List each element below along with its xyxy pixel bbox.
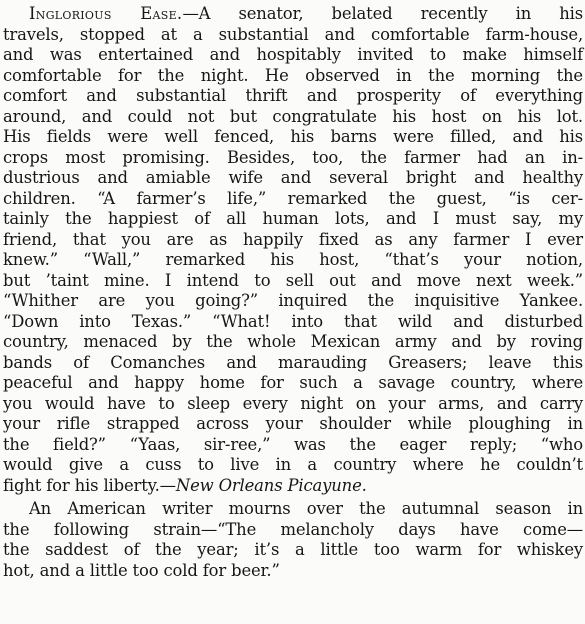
article-line: you would have to sleep every night on your arms, and carry (3, 393, 583, 413)
article-line: the saddest of the year; it’s a little too warm for whiskey (3, 540, 583, 559)
article-line: children. “A farmer’s life,” remarked the guest, “is cer- (3, 188, 583, 208)
article-line: comfortable for the night. He observed in the morning the (3, 65, 583, 85)
article-line: His fields were well fenced, his barns were filled, and his (3, 127, 583, 146)
article-line-text: fight for his liberty.— (3, 475, 176, 495)
article-line: An American writer mourns over the autumnal season in (29, 499, 583, 518)
article-column (3, 4, 583, 581)
article-line: your rifle strapped across your shoulder while ploughing in (3, 414, 583, 433)
article-line: and was entertained and hospitably invited to make himself (3, 45, 583, 64)
article-line: crops most promising. Besides, too, the farmer had an in- (3, 147, 583, 167)
article-line: around, and could not but congratulate his host on his lot. (3, 106, 583, 126)
article-line: peaceful and happy home for such a savage country, where (3, 373, 583, 392)
article-line-text: —A senator, belated recently in his (182, 4, 583, 23)
article-line: “Whither are you going?” inquired the inquisitive Yankee. (3, 291, 583, 310)
article-line: the field?” “Yaas, sir-ree,” was the eager reply; “who (3, 434, 583, 454)
article-line (3, 476, 583, 497)
source-attribution: New Orleans Picayune. (175, 475, 367, 495)
article-line: knew.” “Wall,” remarked his host, “that’s your notion, (3, 250, 583, 269)
article-line: country, menaced by the whole Mexican army and by roving (3, 332, 583, 351)
article-line: the following strain—“The melancholy days have come— (3, 519, 583, 539)
article-line: travels, stopped at a substantial and comfortable farm-house, (3, 24, 583, 44)
article-line: dustrious and amiable wife and several bright and healthy (3, 168, 583, 187)
article-line: would give a cuss to live in a country where he couldn’t (3, 455, 583, 474)
article-line: “Down into Texas.” “What! into that wild and disturbed (3, 311, 583, 331)
article-line (3, 4, 583, 25)
article-line: friend, that you are as happily fixed as any farmer I ever (3, 229, 583, 249)
article-line: bands of Comanches and marauding Greasers; leave this (3, 352, 583, 372)
article-heading: Inglorious Ease. (29, 4, 183, 23)
paragraph-inglorious-ease (3, 4, 583, 496)
article-line: tainly the happiest of all human lots, and I must say, my (3, 209, 583, 228)
article-line: but ’taint mine. I intend to sell out and move next week.” (3, 270, 583, 290)
article-line: hot, and a little too cold for beer.” (3, 560, 280, 580)
paragraph-autumnal-season (3, 499, 583, 581)
article-line: comfort and substantial thrift and prosperity of everything (3, 86, 583, 105)
